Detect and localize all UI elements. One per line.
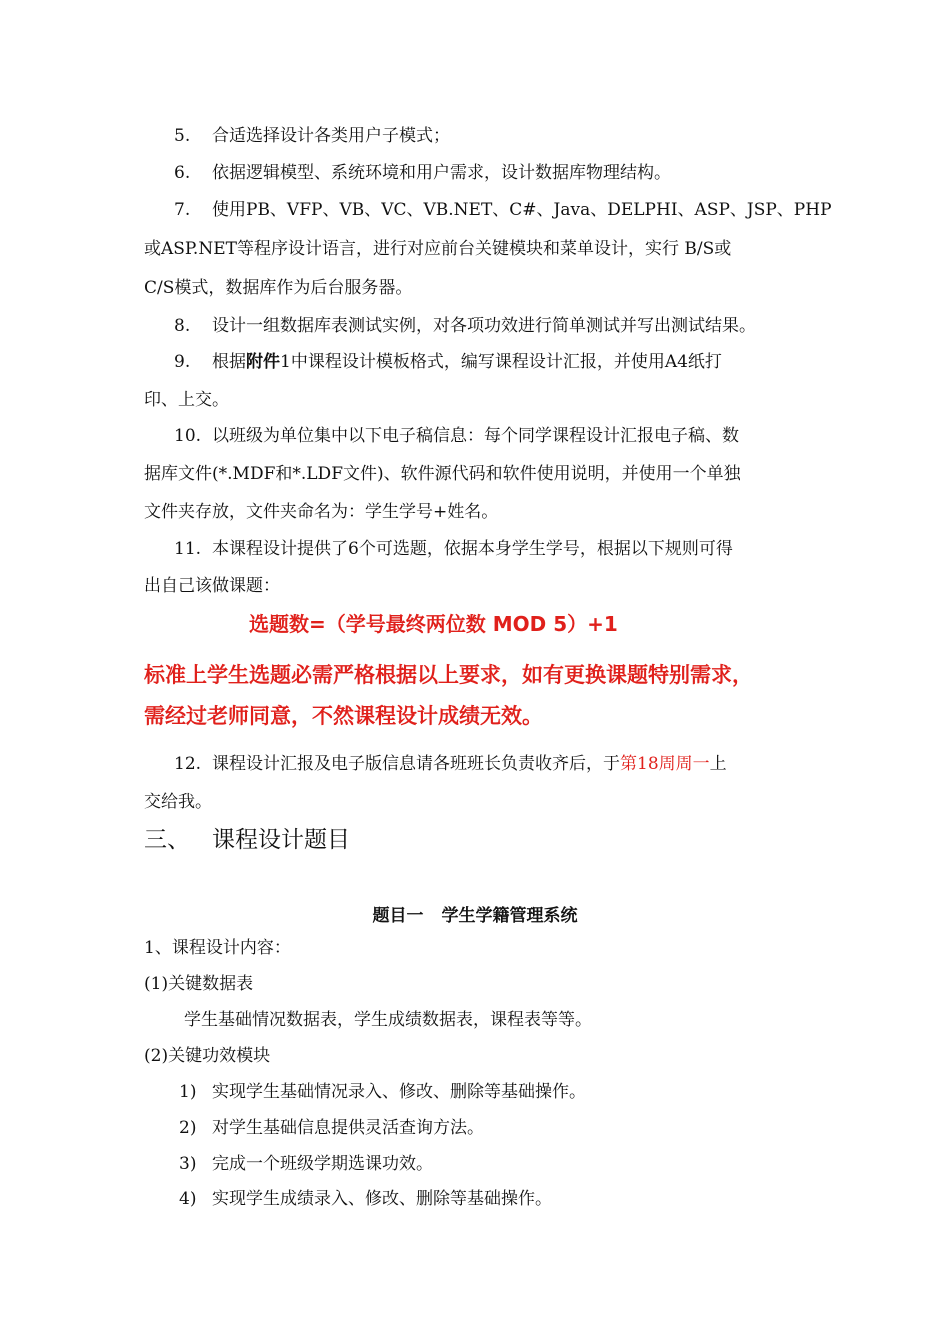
list-item-10 xyxy=(174,424,739,448)
list-item-5 xyxy=(174,124,450,148)
selection-formula: 选题数=（学号最终两位数 MOD 5）+1 xyxy=(249,612,618,636)
tables-text: 学生基础情况数据表，学生成绩数据表，课程表等等。 xyxy=(184,1010,592,1030)
item-text-pre: 根据 xyxy=(212,352,246,372)
list-item-6 xyxy=(174,161,671,185)
list-item-9 xyxy=(174,350,722,374)
module-text: 实现学生基础情况录入、修改、删除等基础操作。 xyxy=(212,1082,586,1102)
item-text: 设计一组数据库表测试实例，对各项功效进行简单测试并写出测试结果。 xyxy=(212,316,756,336)
item-text: 依据逻辑模型、系统环境和用户需求，设计数据库物理结构。 xyxy=(212,163,671,183)
section-title: 课程设计题目 xyxy=(212,827,350,853)
tables-heading: (1)关键数据表 xyxy=(144,974,254,994)
item-number: 8. xyxy=(174,316,191,336)
item-text: 使用PB、VFP、VB、VC、VB.NET、C#、Java、DELPHI、ASP、JSP、PHP xyxy=(212,200,832,220)
module-text: 实现学生成绩录入、修改、删除等基础操作。 xyxy=(212,1189,552,1209)
list-item-11 xyxy=(174,537,733,561)
item-text-post: 上 xyxy=(709,754,727,774)
list-item-7-line-3: C/S模式，数据库作为后台服务器。 xyxy=(144,278,413,298)
item-text: 以班级为单位集中以下电子稿信息：每个同学课程设计汇报电子稿、数 xyxy=(212,426,739,446)
item-number: 7. xyxy=(174,200,191,220)
topic-label: 题目一 xyxy=(372,906,424,926)
module-number: 3) xyxy=(179,1154,197,1174)
content-heading: 1、课程设计内容： xyxy=(144,938,291,958)
list-item-11-line-2: 出自己该做课题： xyxy=(144,576,280,596)
topic-title xyxy=(0,904,950,928)
item-text: 本课程设计提供了6个可选题，依据本身学生学号，根据以下规则可得 xyxy=(212,539,733,559)
list-item-12-line-2: 交给我。 xyxy=(144,792,212,812)
list-item-7-line-2: 或ASP.NET等程序设计语言，进行对应前台关键模块和菜单设计，实行 B/S或 xyxy=(144,239,732,259)
item-text-pre: 课程设计汇报及电子版信息请各班班长负责收齐后，于 xyxy=(212,754,620,774)
modules-heading: (2)关键功效模块 xyxy=(144,1046,271,1066)
module-item-3 xyxy=(179,1152,433,1176)
module-item-2 xyxy=(179,1116,484,1140)
module-text: 完成一个班级学期选课功效。 xyxy=(212,1154,433,1174)
item-number: 6. xyxy=(174,163,191,183)
item-number: 9. xyxy=(174,352,191,372)
item-text-post: 1中课程设计模板格式，编写课程设计汇报，并使用A4纸打 xyxy=(280,352,722,372)
item-text: 合适选择设计各类用户子模式； xyxy=(212,126,450,146)
module-number: 2) xyxy=(179,1118,197,1138)
warning-line-1: 标准上学生选题必需严格根据以上要求，如有更换课题特别需求， xyxy=(144,663,753,687)
list-item-7 xyxy=(174,198,832,222)
warning-line-2: 需经过老师同意，不然课程设计成绩无效。 xyxy=(144,704,543,728)
list-item-12 xyxy=(174,752,727,776)
section-heading xyxy=(144,824,350,856)
list-item-8 xyxy=(174,314,756,338)
deadline-highlight: 第18周周一 xyxy=(620,754,710,774)
module-number: 1) xyxy=(179,1082,197,1102)
item-number: 5. xyxy=(174,126,191,146)
list-item-10-line-3: 文件夹存放，文件夹命名为：学生学号+姓名。 xyxy=(144,502,499,522)
list-item-10-line-2: 据库文件(*.MDF和*.LDF文件)、软件源代码和软件使用说明，并使用一个单独 xyxy=(144,464,741,484)
topic-name: 学生学籍管理系统 xyxy=(441,906,578,926)
attachment-label: 附件 xyxy=(246,352,280,372)
item-number: 10. xyxy=(174,426,202,446)
module-text: 对学生基础信息提供灵活查询方法。 xyxy=(212,1118,484,1138)
module-item-1 xyxy=(179,1080,586,1104)
item-number: 11. xyxy=(174,539,202,559)
module-item-4 xyxy=(179,1187,552,1211)
list-item-9-line-2: 印、上交。 xyxy=(144,390,229,410)
module-number: 4) xyxy=(179,1189,197,1209)
section-number: 三、 xyxy=(144,827,190,853)
item-number: 12. xyxy=(174,754,202,774)
